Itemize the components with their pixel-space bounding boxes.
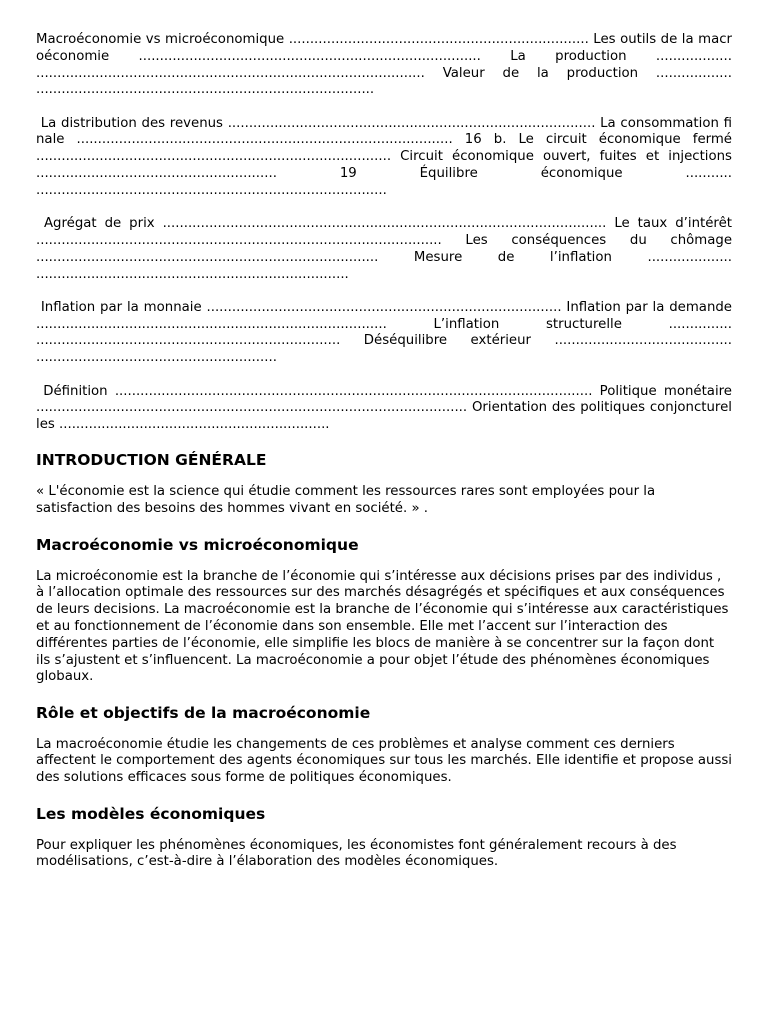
section-paragraph: La macroéconomie étudie les changements de ces problèmes et analyse comment ces derniers affectent le comportement des agents économiques sur tous les marchés. Elle identifie et propose aussi des solutions efficaces sous forme de politiques économiques. — [36, 736, 733, 786]
toc-block: Définition ................................................................................................................. Politique monétaire ...................................................................................................... Orientation des politiques conjoncturelles ................................................................ — [36, 383, 737, 433]
section-paragraph: La microéconomie est la branche de l’économie qui s’intéresse aux décisions prises par des individus , à l’allocation optimale des ressources sur des marchés désagrégés et spécifiques et aux conséquences de leurs decisions. La macroéconomie est la branche de l’économie qui s’intéresse aux caractéristiques et au fonctionnement de l’économie dans son ensemble. Elle met l’accent sur l’interaction des différentes parties de l’économie, elle simplifie les blocs de manière à se concentrer sur la façon dont ils s’ajustent et s’influencent. La macroéconomie a pour objet l’étude des phénomènes économiques globaux. — [36, 568, 729, 685]
toc-block: Agrégat de prix ......................................................................................................... Le taux d’intérêt ................................................................................................ Les conséquences du chômage ................................................................................. Mesure de l’inflation .................... .......................................................................... — [36, 216, 737, 282]
section-role-objectifs — [36, 703, 732, 787]
section-paragraph: Pour expliquer les phénomènes économiques, les économistes font généralement recours à des modélisations, c’est-à-dire à l’élaboration des modèles économiques. — [36, 837, 677, 870]
section-heading: INTRODUCTION GÉNÉRALE — [36, 451, 267, 470]
section-heading: Rôle et objectifs de la macroéconomie — [36, 703, 371, 722]
section-modeles-economiques — [36, 804, 732, 872]
toc-block: Inflation par la monnaie .................................................................................... Inflation par la demande ................................................................................... L’inflation structurelle ............... ........................................................................ Déséquilibre extérieur .......................................... ......................................................... — [36, 299, 737, 366]
table-of-contents — [36, 32, 737, 434]
toc-block: La distribution des revenus ....................................................................................... La consommation finale ......................................................................................... 16 b. Le circuit économique fermé .................................................................................... Circuit économique ouvert, fuites et injections ......................................................... 19 Équilibre économique ........... ................................................................................... — [36, 115, 737, 198]
section-heading: Macroéconomie vs microéconomique — [36, 535, 359, 554]
section-macro-vs-micro — [36, 535, 732, 687]
section-paragraph: « L'économie est la science qui étudie comment les ressources rares sont employées pour la satisfaction des besoins des hommes vivant en société. » . — [36, 484, 656, 517]
toc-block: Macroéconomie vs microéconomique ....................................................................... Les outils de la macroéconomie ................................................................................. La production .................. ............................................................................................ Valeur de la production .................. ................................................................................ — [36, 32, 737, 98]
section-heading: Les modèles économiques — [36, 804, 266, 823]
section-introduction — [36, 450, 732, 518]
